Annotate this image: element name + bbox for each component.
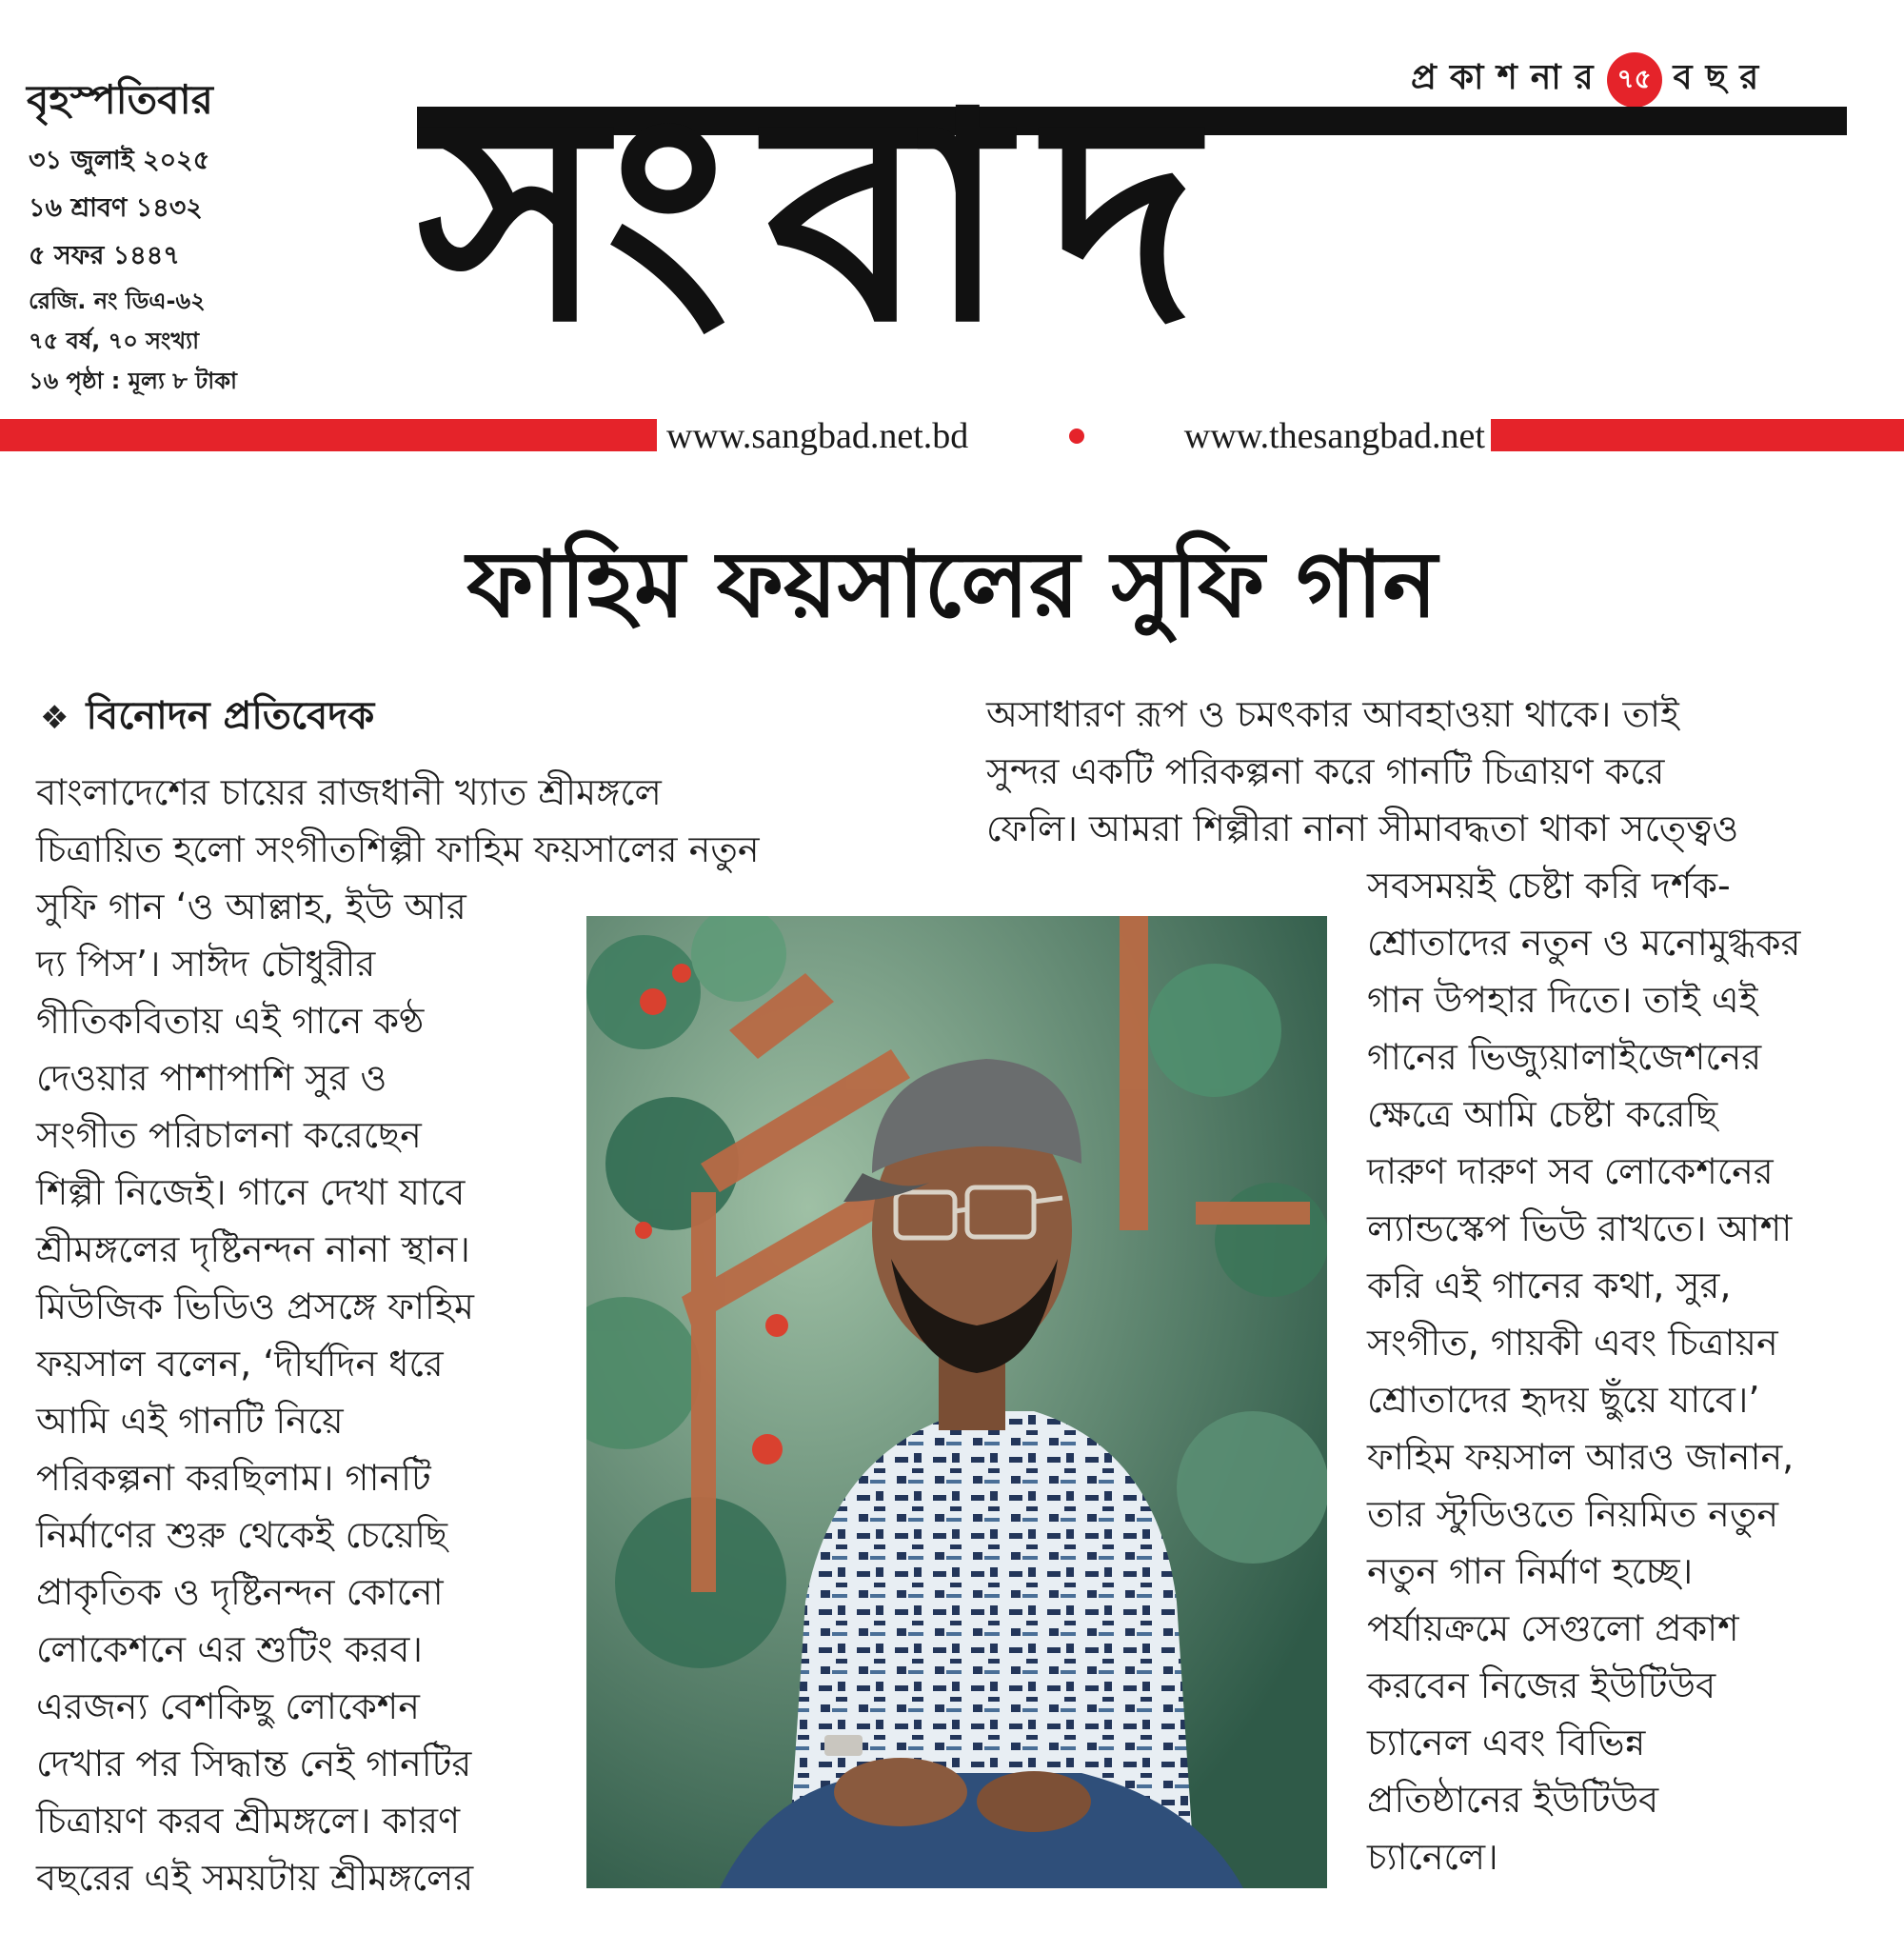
text-line: অসাধারণ রূপ ও চমৎকার আবহাওয়া থাকে। তাই xyxy=(986,693,1679,735)
text-line: নির্মাণের শুরু থেকেই চেয়েছি xyxy=(36,1514,448,1556)
issue-date-hijri: ৫ সফর ১৪৪৭ xyxy=(29,241,180,270)
artist-photo-illustration xyxy=(586,916,1327,1888)
text-line: প্রতিষ্ঠানের ইউটিউব xyxy=(1367,1779,1659,1821)
text-line: পরিকল্পনা করছিলাম। গানটি xyxy=(36,1457,431,1499)
text-line: সুফি গান ‘ও আল্লাহ, ইউ আর xyxy=(36,886,466,927)
issue-date-english: ৩১ জুলাই ২০২৫ xyxy=(29,146,210,175)
tagline-after: বছর xyxy=(1673,58,1773,97)
diamond-bullet-icon: ❖ xyxy=(40,699,69,737)
text-line: শ্রোতাদের হৃদয় ছুঁয়ে যাবে।’ xyxy=(1367,1379,1760,1421)
red-rule-left xyxy=(0,419,657,451)
text-line: দারুণ দারুণ সব লোকেশনের xyxy=(1367,1150,1774,1192)
text-line: গানের ভিজ্যুয়ালাইজেশনের xyxy=(1367,1036,1762,1078)
text-line: ক্ষেত্রে আমি চেষ্টা করেছি xyxy=(1367,1093,1718,1135)
text-line: ল্যান্ডস্কেপ ভিউ রাখতে। আশা xyxy=(1367,1207,1793,1249)
text-line: শ্রোতাদের নতুন ও মনোমুগ্ধকর xyxy=(1367,922,1801,964)
issue-day: বৃহস্পতিবার xyxy=(27,76,213,123)
text-line: করবেন নিজের ইউটিউব xyxy=(1367,1664,1716,1706)
right-column-top xyxy=(986,686,1738,857)
text-line: সংগীত পরিচালনা করেছেন xyxy=(36,1114,422,1156)
article-headline: ফাহিম ফয়সালের সুফি গান xyxy=(466,531,1438,638)
byline-text: বিনোদন প্রতিবেদক xyxy=(86,694,375,738)
website-links xyxy=(666,415,1485,457)
tagline-before: প্রকাশনার xyxy=(1411,58,1607,97)
text-line: বছরের এই সময়টায় শ্রীমঙ্গলের xyxy=(36,1857,474,1899)
text-line: পর্যায়ক্রমে সেগুলো প্রকাশ xyxy=(1367,1607,1739,1649)
text-line: চ্যানেল এবং বিভিন্ন xyxy=(1367,1722,1646,1764)
website-link-secondary[interactable]: www.thesangbad.net xyxy=(1183,416,1485,456)
newspaper-logo: সংবাদ xyxy=(417,86,1235,352)
text-line: প্রাকৃতিক ও দৃষ্টিনন্দন কোনো xyxy=(36,1571,444,1613)
text-line: চিত্রায়ণ করব শ্রীমঙ্গলে। কারণ xyxy=(36,1800,461,1842)
text-line: করি এই গানের কথা, সুর, xyxy=(1367,1265,1732,1306)
text-line: ফাহিম ফয়সাল আরও জানান, xyxy=(1367,1436,1795,1478)
text-line: তার স্টুডিওতে নিয়মিত নতুন xyxy=(1367,1493,1779,1535)
text-line: নতুন গান নির্মাণ হচ্ছে। xyxy=(1367,1550,1694,1592)
text-line: গীতিকবিতায় এই গানে কণ্ঠ xyxy=(36,1000,425,1042)
text-line: ফেলি। আমরা শিল্পীরা নানা সীমাবদ্ধতা থাকা সত্ত্বেও xyxy=(986,807,1739,849)
text-line: সংগীত, গায়কী এবং চিত্রায়ন xyxy=(1367,1322,1778,1364)
right-column xyxy=(1367,857,1800,1885)
text-line: চ্যানেলে। xyxy=(1367,1836,1498,1878)
volume-issue: ৭৫ বর্ষ, ৭০ সংখ্যা xyxy=(29,328,200,354)
text-line: আমি এই গানটি নিয়ে xyxy=(36,1400,344,1442)
text-line: শিল্পী নিজেই। গানে দেখা যাবে xyxy=(36,1171,466,1213)
text-line: ফয়সাল বলেন, ‘দীর্ঘদিন ধরে xyxy=(36,1343,444,1385)
issue-date-bengali: ১৬ শ্রাবণ ১৪৩২ xyxy=(29,193,203,223)
pages-price: ১৬ পৃষ্ঠা : মূল্য ৮ টাকা xyxy=(29,368,237,394)
separator-dot xyxy=(1069,428,1084,444)
text-line: চিত্রায়িত হলো সংগীতশিল্পী ফাহিম ফয়সালের নতুন xyxy=(36,828,760,870)
byline xyxy=(40,686,374,749)
text-line: সুন্দর একটি পরিকল্পনা করে গানটি চিত্রায়ণ করে xyxy=(986,750,1665,792)
website-link-primary[interactable]: www.sangbad.net.bd xyxy=(666,416,969,456)
red-rule-right xyxy=(1491,419,1904,451)
artist-photo xyxy=(586,916,1327,1888)
text-line: দ্য পিস’। সাঈদ চৌধুরীর xyxy=(36,943,376,985)
text-line: বাংলাদেশের চায়ের রাজধানী খ্যাত শ্রীমঙ্গলে xyxy=(36,771,662,813)
text-line: গান উপহার দিতে। তাই এই xyxy=(1367,979,1758,1021)
text-line: শ্রীমঙ্গলের দৃষ্টিনন্দন নানা স্থান। xyxy=(36,1228,470,1270)
text-line: এরজন্য বেশকিছু লোকেশন xyxy=(36,1685,420,1727)
text-line: সবসময়ই চেষ্টা করি দর্শক- xyxy=(1367,865,1731,907)
text-line: দেওয়ার পাশাপাশি সুর ও xyxy=(36,1057,387,1099)
registration-number: রেজি. নং ডিএ-৬২ xyxy=(29,288,206,314)
text-line: মিউজিক ভিডিও প্রসঙ্গে ফাহিম xyxy=(36,1285,474,1327)
text-line: লোকেশনে এর শুটিং করব। xyxy=(36,1628,423,1670)
anniversary-badge: ৭৫ xyxy=(1607,52,1662,108)
text-line: দেখার পর সিদ্ধান্ত নেই গানটির xyxy=(36,1743,472,1784)
